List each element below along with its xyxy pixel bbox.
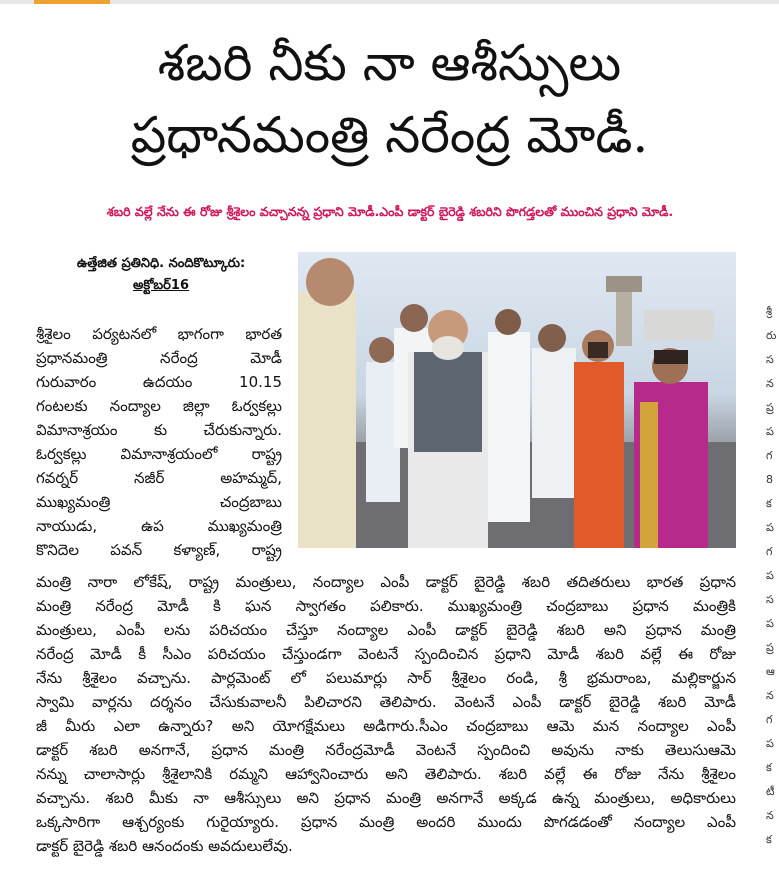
edge-fragment: న [766,809,774,822]
body-line: ప్రధానమంత్రి నరేంద్ర మోడీ [36,349,282,367]
body-line: గురువారం ఉదయం 10.15 [36,373,282,391]
edge-fragment: ప [766,569,774,582]
article-body-narrow [36,322,282,562]
edge-fragment: క [766,833,772,846]
body-line: మంత్రులు, ఎంపీ లను పరిచయం చేస్తూ నంద్యాల ఎంపీ డాక్టర్ బైరెడ్డి శబరి అని ప్రధాన మంత్రి [36,621,736,639]
edge-fragment: క [766,497,772,510]
edge-fragment: ప [766,521,774,534]
body-line: స్వామి వార్లను దర్శనం చేసుకువాలనీ పిలిచారని తెలిపారు. వెంటనే ఎంపీ డాక్టర్ బైరెడ్డి శబరి మోడీ [36,693,736,711]
edge-fragment: ప్ర [766,641,774,654]
body-line: వచ్చాను. శబరి మీకు నా ఆశీస్సులు అని ప్రధాన మంత్రి అనగానే అక్కడ ఉన్న మంత్రులు, అధికారులు [36,789,736,807]
edge-fragment: గ [766,449,773,462]
edge-fragment: 8 [766,473,773,486]
edge-fragment: గ [766,545,773,558]
body-line: శ్రీశైలం పర్యటనలో భాగంగా భారత [36,325,282,343]
edge-fragment: క [766,761,772,774]
body-line: గంటలకు నంద్యాల జిల్లా ఓర్వకల్లు [36,397,282,415]
edge-fragment: శ్రీ [766,305,773,318]
edge-fragment: ప [766,617,774,630]
edge-fragment: ఆ [766,665,775,678]
article-body-wide [36,570,736,858]
top-rule-accent [34,0,110,4]
body-line: గవర్నర్ నజీర్ అహమ్మద్, [36,469,282,487]
body-line: ఒక్కసారిగా ఆశ్చర్యంకు గురైయ్యారు. ప్రధాన మంత్రి అందరి ముందు పొగడడంతో నంద్యాల ఎంపీ [36,813,736,831]
photo-illustration [298,252,736,548]
edge-fragment: రు [766,329,777,342]
headline-line-1: శబరి నీకు నా ఆశీస్సులు [157,34,622,92]
edge-fragment: న [766,689,774,702]
body-line: నన్ను చాలాసార్లు శ్రీశైలానికి రమ్మని ఆహ్వానించారు అని తెలిపారు. శబరి వల్లే ఈ రోజు నేను శ్రీశైలం [36,765,736,783]
subheadline: శబరి వల్లే నేను ఈ రోజు శ్రీశైలం వచ్చానన్న ప్రధాని మోడీ.ఎంపీ డాక్టర్ బైరెడ్డి శబరిని పొగడ్తలతో ముంచిన ప్రధాని మోడీ. [106,204,674,219]
edge-fragment: ప [766,425,774,438]
body-line: విమానాశ్రయం కు చేరుకున్నారు. [36,421,282,439]
headline-line-2: ప్రధానమంత్రి నరేంద్ర మోడీ. [130,106,649,164]
byline: ఉత్తేజిత ప్రతినిధి. నందికొట్కూరు: [76,256,246,271]
edge-fragment: టీ [766,785,775,798]
body-line: నాయుడు, ఉప ముఖ్యమంత్రి [36,517,282,535]
dateline-date: అక్టోబర్16 [133,278,189,293]
body-line: మంత్రి నరేంద్ర మోడీ కి ఘన స్వాగతం పలికారు. ముఖ్యమంత్రి చంద్రబాబు ప్రధాన మంత్రికి [36,597,736,615]
body-line: నేను శ్రీశైలం వచ్చాను. పార్లమెంట్ లో పలుమార్లు సార్ శ్రీశైలం రండి, శ్రీ భ్రమరాంబ, మల్లికార్జున [36,669,736,687]
body-line: డాక్టర్ బైరెడ్డి శబరి ఆనందంకు అవదులులేవు. [36,837,293,855]
body-line: ముఖ్యమంత్రి చంద్రబాబు [36,493,282,511]
body-line: మంత్రి నారా లోకేష్, రాష్ట్ర మంత్రులు, నంద్యాల ఎంపీ డాక్టర్ బైరెడ్డి శబరి తదితరులు భారత ప్రధాన [36,573,736,591]
news-photo [298,252,736,548]
body-line: జీ మీరు ఎలా ఉన్నారు? అని యోగక్షేమలు అడిగారు.సీఎం చంద్రబాబు ఆమె మన నంద్యాల ఎంపీ [36,717,736,735]
body-line: కొనిదెల పవన్ కళ్యాణ్, రాష్ట్ర [36,541,282,559]
body-line: డాక్టర్ శబరి అనగానే, ప్రధాన మంత్రి నరేంద్రమోడీ వెంటనే స్పందించి అవును నాకు తెలుసుఆమె [36,741,736,759]
adjacent-column-fragment [766,300,779,896]
edge-fragment: గ [766,713,773,726]
edge-fragment: ప [766,737,774,750]
body-line: నరేంద్ర మోడీ కీ సీఎం పరిచయం చేస్తుండగా వెంటనే స్పందించిన ప్రధాని మోడీ శబరి వల్లే ఈ రోజు [36,645,736,663]
edge-fragment: న [766,377,774,390]
body-line: ఓర్వకల్లు విమానాశ్రయంలో రాష్ట్ర [36,445,282,463]
edge-fragment: స [766,353,774,366]
edge-fragment: స [766,593,774,606]
edge-fragment: ప్ర [766,401,774,414]
top-rule [0,0,779,4]
